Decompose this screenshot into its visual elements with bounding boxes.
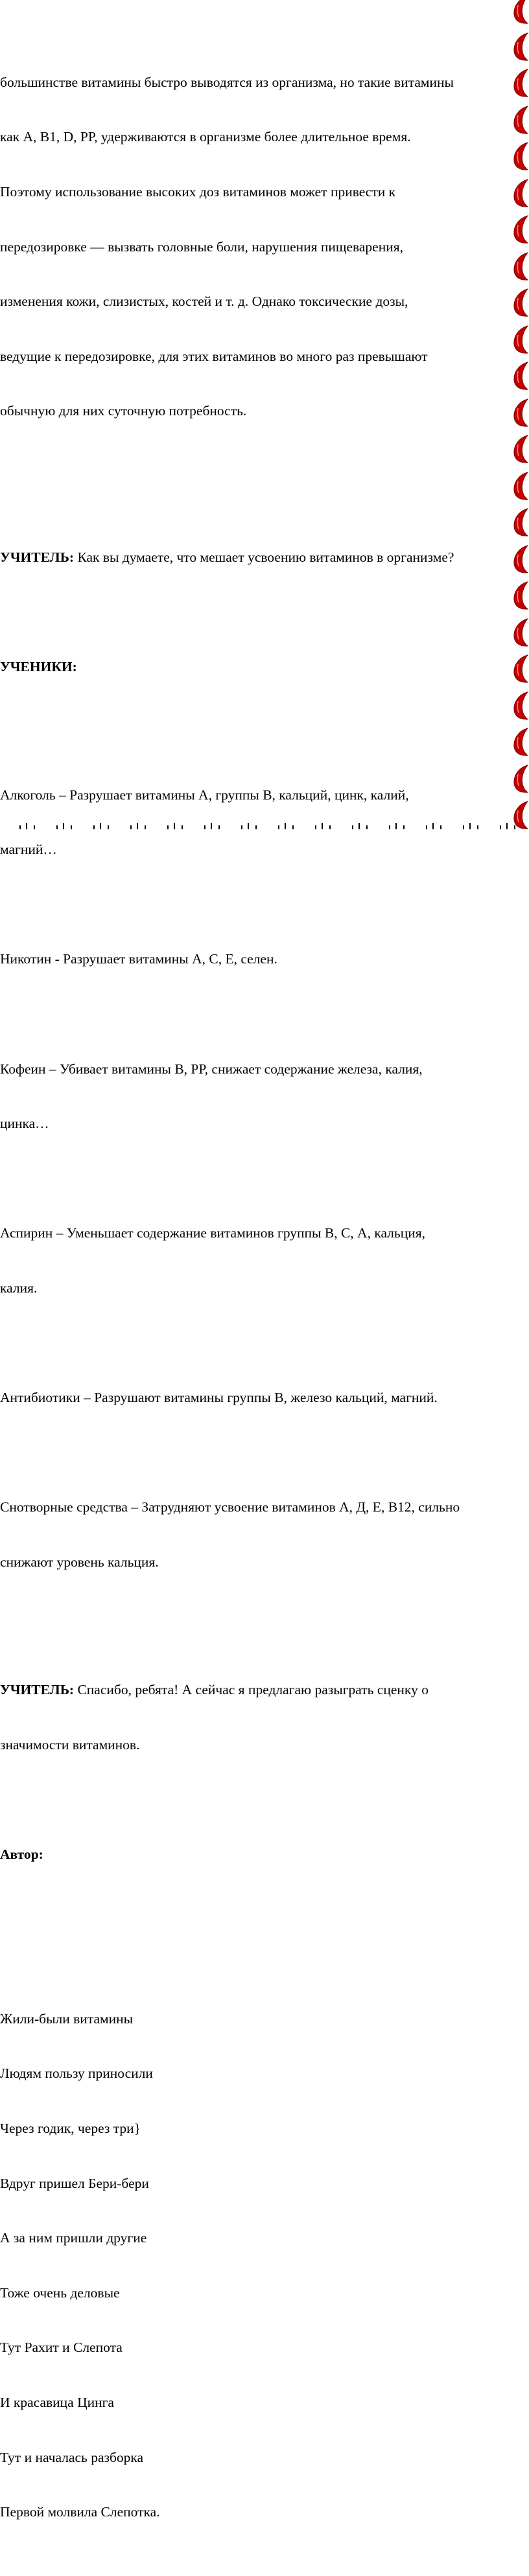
teacher-thanks [0,1681,529,1699]
leaf-icon [512,654,529,684]
poem-line: Жили-были витамины [0,2010,134,2027]
poem-line: А за ним пришли другие [0,2230,147,2246]
leaf-icon [512,0,529,25]
border-tick [463,825,464,829]
border-tick [26,823,27,829]
substance-alcohol: Алкоголь – Разрушает витамины А, группы В, кальций, цинк, калий, [0,787,409,803]
border-tick [71,825,72,829]
border-tick [19,825,21,829]
poem-line: Тоже очень деловые [0,2284,120,2301]
leaf-icon [512,471,529,501]
leaf-icon [512,691,529,720]
border-tick [182,825,183,829]
border-tick [241,825,242,829]
border-tick [322,823,323,829]
text-line: обычную для них суточную потребность. [0,403,247,419]
border-tick [403,825,405,829]
teacher-thanks-cont: значимости витаминов. [0,1736,140,1753]
leaf-icon [512,398,529,428]
border-tick [218,825,220,829]
leaf-icon [512,325,529,354]
border-tick [248,823,249,829]
teacher-question [0,548,529,566]
leaf-icon [512,288,529,317]
border-tick [426,825,427,829]
text-line: как А, В1, D, РР, удерживаются в организме более длительное время. [0,129,411,145]
border-tick [130,825,132,829]
poem-line: Через годик, через три} [0,2121,141,2137]
border-tick [514,825,515,829]
poem-line: Вдруг пришел Бери-бери [0,2175,149,2191]
border-tick [292,825,294,829]
substance-antibiotics: Антибиотики – Разрушают витамины группы В, железо кальций, магний. [0,1390,438,1406]
text-line: передозировке — вызвать головные боли, нарушения пищеварения, [0,238,403,255]
leaf-icon [512,68,529,98]
border-tick [432,823,434,829]
border-tick [34,825,35,829]
substance-aspirin: Аспирин – Уменьшает содержание витаминов группы В, С, А, кальция, [0,1225,425,1241]
border-tick [167,825,169,829]
leaf-icon [512,251,529,281]
speaker-label: УЧИТЕЛЬ: [0,1682,75,1698]
border-tick [315,825,316,829]
leaf-icon [512,617,529,647]
leaf-icon [512,32,529,62]
border-tick [174,823,175,829]
border-tick [329,825,331,829]
substance-caffeine: Кофеин – Убивает витамины В, РР, снижает содержание железа, калия, [0,1061,423,1077]
border-tick [500,825,501,829]
border-tick [137,823,138,829]
leaf-icon [512,178,529,208]
text-line: Поэтому использование высоких доз витаминов может привести к [0,184,396,200]
paragraph-intro [0,36,529,457]
border-tick [278,825,279,829]
speech-text: Спасибо, ребята! А сейчас я предлагаю разыграть сценку о [74,1682,429,1698]
leaf-icon [512,507,529,537]
decorative-bottom-border [0,822,512,831]
leaf-icon [512,581,529,610]
leaf-icon [512,214,529,244]
border-tick [440,825,441,829]
border-tick [506,823,508,829]
substance-nicotine: Никотин - Разрушает витамины А, С, Е, селен. [0,951,277,967]
leaf-icon [512,105,529,135]
speech-text: Как вы думаете, что мешает усвоению витаминов в организме? [74,549,454,565]
border-tick [204,825,206,829]
border-tick [56,825,58,829]
border-tick [108,825,109,829]
leaf-icon [512,764,529,794]
border-tick [469,823,471,829]
border-tick [93,825,95,829]
border-tick [100,823,101,829]
border-tick [255,825,257,829]
border-tick [477,825,478,829]
substance-aspirin-cont: калия. [0,1280,38,1296]
leaf-icon [512,141,529,171]
border-tick [389,825,390,829]
leaf-icon [512,361,529,391]
author-label: Автор: [0,1846,43,1863]
decorative-leaf-border [506,0,529,831]
leaf-icon [512,727,529,757]
substance-sleeping-pills-cont: снижают уровень кальция. [0,1554,159,1570]
substance-alcohol-cont: магний… [0,842,57,858]
poem-line: Первой молвила Слепотка. [0,2504,160,2520]
border-tick [366,825,368,829]
leaf-icon [512,544,529,574]
border-tick [145,825,146,829]
poem-line: Людям пользу приносили [0,2065,153,2082]
text-line: ведущие к передозировке, для этих витаминов во много раз превышают [0,348,428,364]
substance-sleeping-pills: Снотворные средства – Затрудняют усвоение витаминов А, Д, Е, В12, сильно [0,1499,460,1515]
border-tick [359,823,360,829]
border-tick [285,823,286,829]
poem-line: Тут Рахит и Слепота [0,2340,123,2356]
poem [0,1973,529,2557]
substance-caffeine-cont: цинка… [0,1116,49,1132]
poem-line: Тут и началась разборка [0,2449,144,2465]
speaker-label: УЧИТЕЛЬ: [0,549,75,565]
border-tick [395,823,397,829]
text-line: большинстве витамины быстро выводятся из организма, но такие витамины [0,74,454,90]
border-tick [352,825,353,829]
students-label: УЧЕНИКИ: [0,659,77,675]
text-line: изменения кожи, слизистых, костей и т. д. Однако токсические дозы, [0,293,408,310]
leaf-icon [512,434,529,464]
poem-line: И красавица Цинга [0,2394,114,2410]
border-tick [63,823,64,829]
border-tick [211,823,212,829]
